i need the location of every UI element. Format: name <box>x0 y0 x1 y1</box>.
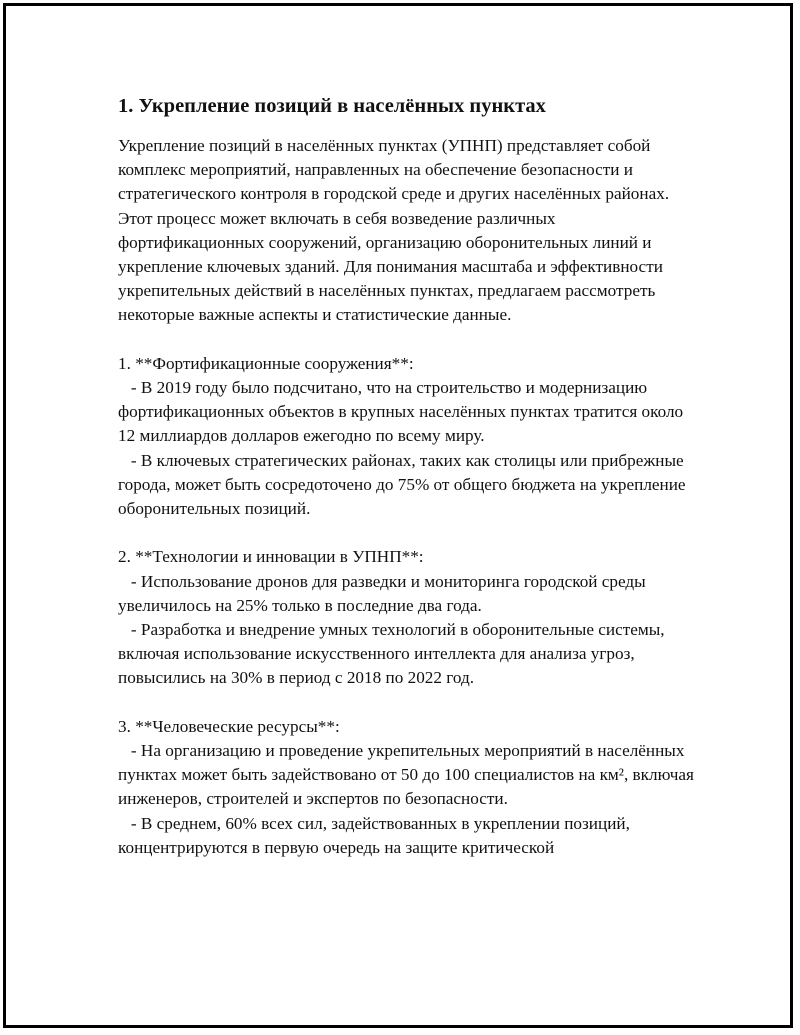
section-technologies <box>118 545 698 690</box>
spacer <box>118 691 698 715</box>
spacer <box>118 328 698 352</box>
document-title: 1. Укрепление позиций в населённых пунктах <box>118 95 546 117</box>
spacer <box>118 521 698 545</box>
section-item: - В ключевых стратегических районах, таких как столицы или прибрежные города, может быть сосредоточено до 75% от общего бюджета на укрепление оборонительных позиций. <box>118 450 690 519</box>
section-item: - В среднем, 60% всех сил, задействованных в укреплении позиций, концентрируются в первую очередь на защите критической <box>118 813 635 857</box>
section-item: - Использование дронов для разведки и мониторинга городской среды увеличилось на 25% только в последние два года. <box>118 571 650 615</box>
section-heading: 1. **Фортификационные сооружения**: <box>118 353 414 373</box>
section-heading: 3. **Человеческие ресурсы**: <box>118 716 340 736</box>
section-item: - В 2019 году было подсчитано, что на строительство и модернизацию фортификационных объектов в крупных населённых пунктах тратится около 12 миллиардов долларов ежегодно по всему миру. <box>118 378 688 446</box>
section-human-resources <box>118 715 698 860</box>
section-item: - На организацию и проведение укрепительных мероприятий в населённых пунктах может быть задействовано от 50 до 100 специалистов на км², включая инженеров, строителей и экспертов по безопасности. <box>118 741 699 809</box>
intro-paragraph: Укрепление позиций в населённых пунктах (УПНП) представляет собой комплекс мероприятий, направленных на обеспечение безопасности и стратегического контроля в городской среде и других населённых районах. Этот процесс может включать в себя возведение различных фортификационных сооружений, организацию оборонительных линий и укрепление ключевых зданий. Для понимания масштаба и эффективности укрепительных действий в населённых пунктах, предлагаем рассмотреть некоторые важные аспекты и статистические данные. <box>118 136 674 325</box>
document-body <box>118 92 698 860</box>
section-fortifications <box>118 352 698 521</box>
section-heading: 2. **Технологии и инновации в УПНП**: <box>118 547 424 567</box>
section-item: - Разработка и внедрение умных технологий в оборонительные системы, включая использование искусственного интеллекта для анализа угроз, повысились на 30% в период с 2018 по 2022 год. <box>118 620 669 688</box>
